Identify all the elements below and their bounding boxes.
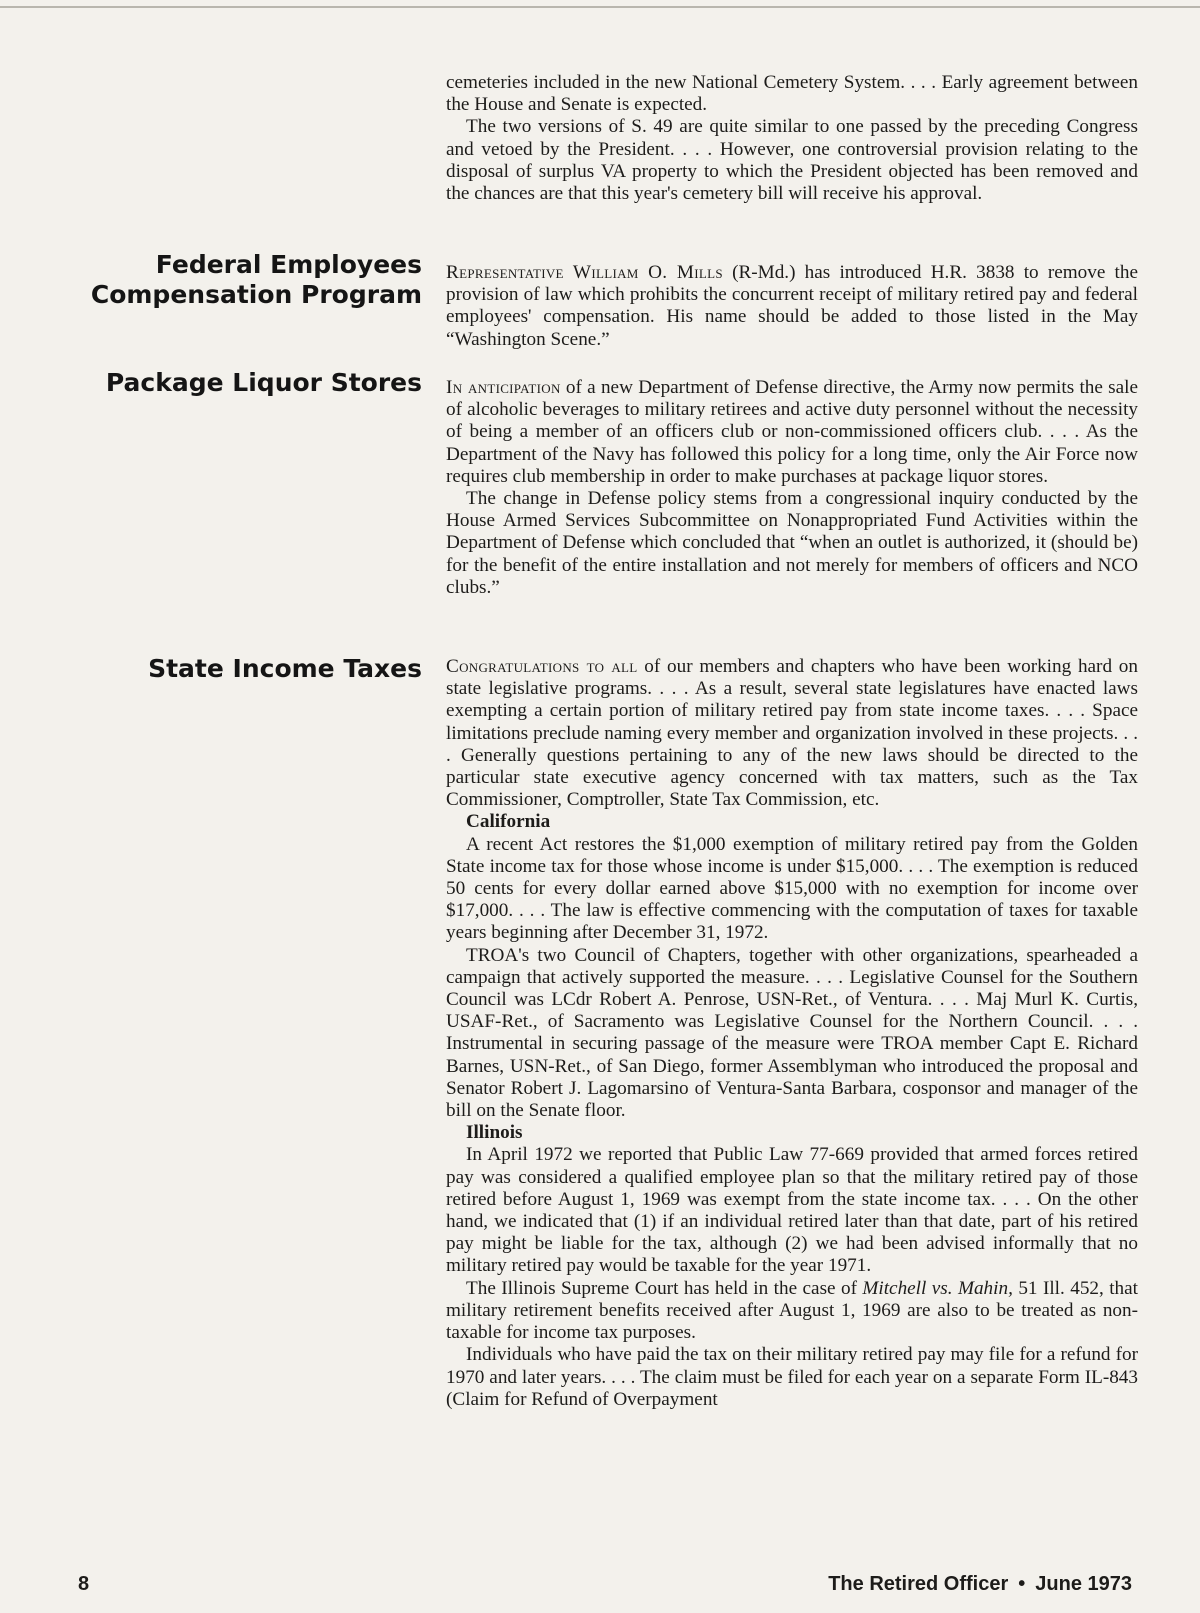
illinois-paragraph-1: In April 1972 we reported that Public Law 77-669 provided that armed forces retired pay was considered a qualified employee plan so that the military retired pay of those retired before August 1, 1969 was exempt from the state income tax. . . . On the other hand, we indicated that (1) if an individual retired later than that date, part of his retired pay might be liable for the tax, although (2) we had been advised informally that no military retired pay would be taxable for the year 1971.: [446, 1144, 1138, 1277]
heading-fecp-line1: Federal Employees: [155, 250, 422, 279]
fecp-lead: Representative William O. Mills: [446, 262, 723, 283]
publication-name: The Retired Officer: [828, 1573, 1009, 1595]
illinois-paragraph-3: Individuals who have paid the tax on their military retired pay may file for a refund for 1970 and later years. . . . The claim must be filed for each year on a separate Form IL-843 (Claim for Refund of Overpayment: [446, 1344, 1138, 1410]
illinois-case-name: Mitchell vs. Mahin,: [862, 1277, 1013, 1299]
section-taxes-text: [446, 656, 1138, 1411]
intro-paragraph-2: The two versions of S. 49 are quite similar to one passed by the preceding Congress and vetoed by the President. . . . However, one controversial provision relating to the disposal of surplus VA property to which the President objected has been removed and the chances are that this year's cemetery bill will receive his approval.: [446, 116, 1138, 205]
fecp-body: (R-Md.) has introduced H.R. 3838 to remove the provision of law which prohibits the concurrent receipt of military retired pay and federal employees' compensation. His name should be added to those listed in the May “Washington Scene.”: [446, 262, 1138, 350]
liquor-body: of a new Department of Defense directive, the Army now permits the sale of alcoholic beverages to military retirees and active duty personnel without the necessity of being a member of an officers club or non-commissioned officers club. . . . As the Department of the Navy has followed this policy for a long time, only the Air Force now requires club membership in order to make purchases at package liquor stores.: [446, 377, 1139, 487]
intro-text: [446, 72, 1138, 205]
section-liquor-text: [446, 377, 1138, 599]
subhead-illinois: Illinois: [466, 1122, 523, 1144]
california-paragraph-2: TROA's two Council of Chapters, together with other organizations, spearheaded a campaign that actively supported the measure. . . . Legislative Counsel for the Southern Council was LCdr Robert A. Penrose, USN-Ret., of Ventura. . . . Maj Murl K. Curtis, USAF-Ret., of Sacramento was Legislative Counsel for the Northern Council. . . . Instrumental in securing passage of the measure were TROA member Capt E. Richard Barnes, USN-Ret., of San Diego, former Assemblyman who introduced the proposal and Senator Robert J. Lagomarsino of Ventura-Santa Barbara, cosponsor and manager of the bill on the Senate floor.: [446, 944, 1138, 1122]
liquor-paragraph-1: [446, 377, 1138, 488]
taxes-paragraph-1: [446, 656, 1138, 811]
taxes-lead: Congratulations to all: [446, 656, 638, 677]
footer-separator: •: [1018, 1573, 1026, 1595]
running-footer: [828, 1573, 1132, 1596]
illinois-p2-before: The Illinois Supreme Court has held in the case of: [466, 1277, 863, 1299]
illinois-paragraph-2: [446, 1278, 1138, 1345]
heading-fecp: [60, 250, 422, 310]
taxes-body: of our members and chapters who have been working hard on state legislative programs. . . . As a result, several state legislatures have enacted laws exempting a certain portion of military retired pay from state income taxes. . . . Space limitations preclude naming every member and organization involved in these projects. . . . Generally questions pertaining to any of the new laws should be directed to the particular state executive agency concerned with tax matters, such as the Tax Commissioner, Comptroller, State Tax Commission, etc.: [446, 656, 1138, 811]
section-fecp-text: [446, 262, 1138, 351]
page-number: 8: [78, 1573, 90, 1595]
top-rule: [0, 6, 1200, 8]
intro-paragraph-1: cemeteries included in the new National Cemetery System. . . . Early agreement between the House and Senate is expected.: [446, 72, 1138, 116]
heading-liquor: Package Liquor Stores: [105, 368, 422, 397]
liquor-paragraph-2: The change in Defense policy stems from a congressional inquiry conducted by the House Armed Services Subcommittee on Nonappropriated Fund Activities within the Department of Defense which concluded that “when an outlet is authorized, it (should be) for the benefit of the entire installation and not merely for members of officers and NCO clubs.”: [446, 488, 1138, 598]
subhead-california: California: [466, 811, 551, 833]
issue-date: June 1973: [1035, 1573, 1132, 1595]
liquor-lead: In anticipation: [446, 377, 561, 398]
fecp-paragraph-1: [446, 262, 1138, 351]
heading-fecp-line2: Compensation Program: [90, 280, 422, 309]
heading-taxes: State Income Taxes: [148, 654, 422, 683]
california-paragraph-1: A recent Act restores the $1,000 exemption of military retired pay from the Golden State income tax for those whose income is under $15,000. . . . The exemption is reduced 50 cents for every dollar earned above $15,000 with no exemption for income over $17,000. . . . The law is effective commencing with the computation of taxes for taxable years beginning after December 31, 1972.: [446, 833, 1138, 944]
illinois-p2-after: 51 Ill. 452, that military retirement benefits received after August 1, 1969 are also to be treated as non-taxable for income tax purposes.: [446, 1277, 1139, 1344]
